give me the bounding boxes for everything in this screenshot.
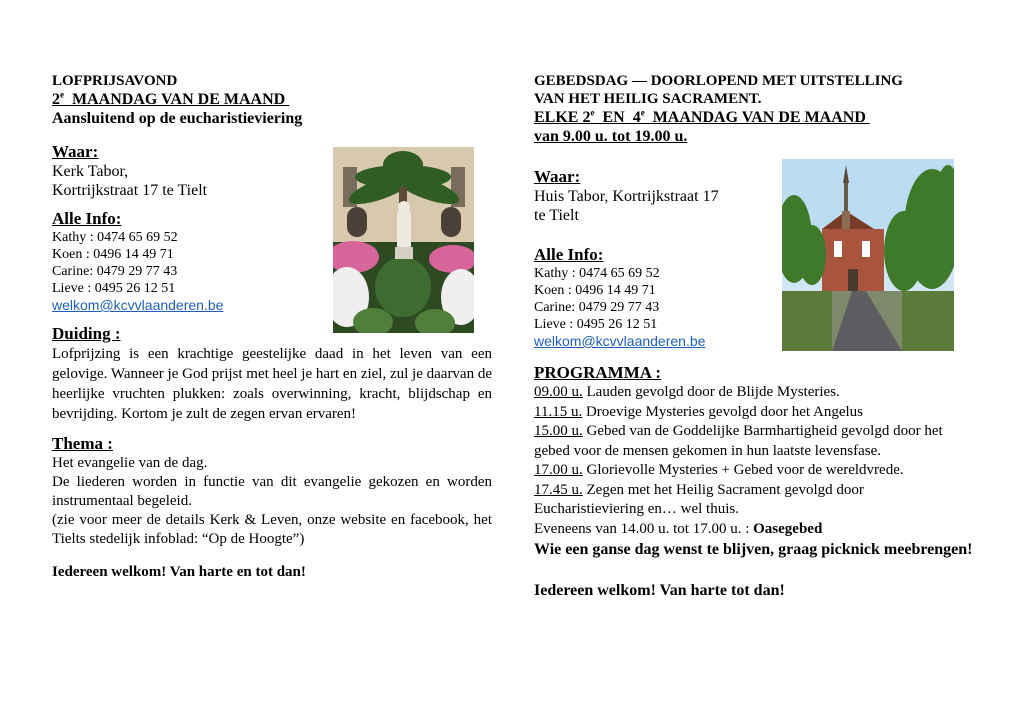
program-item [534,403,974,423]
sched-sup-2: e [640,107,645,118]
right-contact-koen: Koen : 0496 14 49 71 [534,283,656,298]
right-info-heading: Alle Info: [534,245,604,264]
gebedsdag-title-1: GEBEDSDAG — DOORLOPEND MET UITSTELLING [534,73,903,89]
program-item [534,383,974,403]
sched-num-1: 2 [582,109,591,126]
email-link[interactable]: welkom@kcvvlaanderen.be [52,297,224,313]
program-time: 09.00 u. [534,384,583,400]
duiding-text: Lofprijzing is een krachtige geestelijke daad in het leven van een gelovige. Wanneer je God prijst met heel je hart en ziel, zul je daarvan de heerlijke vruchten plukken: zoals overwinning, kracht, blijdschap en bevrijding. Kortom je zult de zegen ervan ervaren! [52,346,493,422]
picnic-note: Wie een ganse dag wenst te blijven, graag picknick meebrengen! [534,541,973,558]
contact-koen: Koen : 0496 14 49 71 [52,247,174,262]
contact-kathy: Kathy : 0474 65 69 52 [52,230,178,245]
program-extra [534,520,974,540]
contact-lieve: Lieve : 0495 26 12 51 [52,281,176,296]
right-where-line-2: te Tielt [534,207,579,224]
program-text: Gebed van de Goddelijke Barmhartigheid gevolgd door het gebed voor de mensen gekomen in hun laatste levensfase. [534,423,943,459]
right-where-heading: Waar: [534,167,581,186]
info-heading: Alle Info: [52,209,122,228]
program-item [534,461,974,481]
thema-line-1: Het evangelie van de dag. [52,455,208,471]
duiding-heading: Duiding : [52,324,121,343]
schedule-number: 2 [52,91,60,108]
where-heading: Waar: [52,142,99,161]
schedule-sup: e [60,89,64,100]
church-photo [782,159,954,351]
church-image [782,159,954,351]
statue-garden-photo [333,147,474,333]
statue-garden-image [333,147,474,333]
program-text: Droevige Mysteries gevolgd door het Angelus [582,403,863,420]
thema-heading: Thema : [52,434,113,453]
thema-line-2: De liederen worden in functie van dit evangelie gekozen en worden instrumentaal begeleid. [52,474,492,509]
schedule-text: MAANDAG VAN DE MAAND [64,91,290,108]
left-welcome: Iedereen welkom! Van harte en tot dan! [52,564,306,580]
gebedsdag-title-2: VAN HET HEILIG SACRAMENT. [534,91,762,107]
gebedsdag-hours: van 9.00 u. tot 19.00 u. [534,128,688,145]
extra-oasegebed: Oasegebed [753,520,823,537]
sched-text: MAANDAG VAN DE MAAND [644,109,870,126]
program-time: 17.45 u. [534,481,583,498]
right-contact-carine: Carine: 0479 29 77 43 [534,300,660,315]
where-line-2: Kortrijkstraat 17 te Tielt [52,182,208,199]
program-text: Zegen met het Heilig Sacrament gevolgd door Eucharistieviering en… wel thuis. [534,481,864,517]
right-where-line-1: Huis Tabor, Kortrijkstraat 17 [534,188,719,205]
program-time: 17.00 u. [534,462,583,478]
program-item [534,422,974,461]
sched-en: EN [594,109,633,126]
right-email-link[interactable]: welkom@kcvvlaanderen.be [534,333,706,349]
lofprijs-title: LOFPRIJSAVOND [52,73,178,89]
right-contact-lieve: Lieve : 0495 26 12 51 [534,317,658,332]
where-line-1: Kerk Tabor, [52,163,129,180]
program-heading: PROGRAMMA : [534,363,662,382]
right-contact-kathy: Kathy : 0474 65 69 52 [534,266,660,281]
extra-prefix: Eveneens van 14.00 u. tot 17.00 u. : [534,520,754,537]
lofprijs-schedule [52,90,492,109]
sched-num-2: 4 [632,109,641,126]
program-text: Glorievolle Mysteries + Gebed voor de wereldvrede. [582,462,904,478]
thema-line-3: (zie voor meer de details Kerk & Leven, onze website en facebook, het Tielts stedelijk infoblad: “Op de Hoogte”) [52,512,492,547]
sched-sup-1: e [590,107,595,118]
program-item [534,481,974,520]
program-list [534,383,974,539]
right-welcome: Iedereen welkom! Van harte tot dan! [534,582,785,599]
program-time: 15.00 u. [534,423,583,439]
program-time: 11.15 u. [534,403,583,420]
contact-carine: Carine: 0479 29 77 43 [52,264,178,279]
sched-elke: ELKE [534,109,583,126]
lofprijs-subtitle: Aansluitend op de eucharistieviering [52,110,303,127]
program-text: Lauden gevolgd door de Blijde Mysteries. [582,384,840,400]
gebedsdag-schedule [534,108,974,127]
